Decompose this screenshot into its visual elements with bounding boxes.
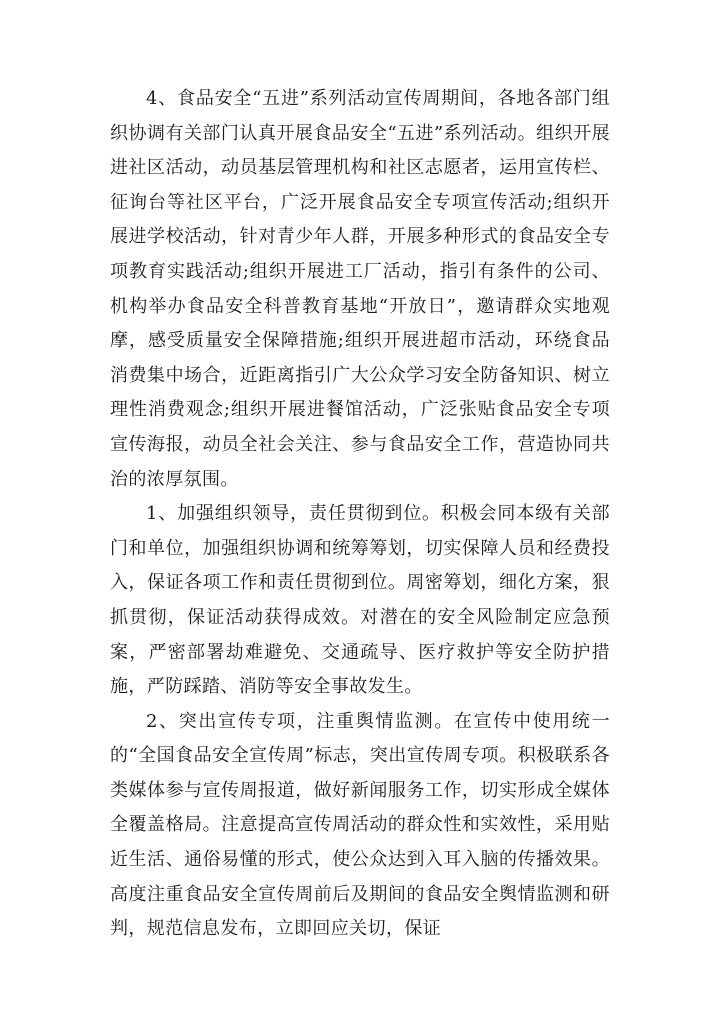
paragraph-five-entries: 4、食品安全“五进”系列活动宣传周期间，各地各部门组织协调有关部门认真开展食品安全“五进”系列活动。组织开展进社区活动，动员基层管理机构和社区志愿者，运用宣传栏、征询台等社区平台，广泛开展食品安全专项宣传活动;组织开展进学校活动，针对青少年人群，开展多种形式的食品安全专项教育实践活动;组织开展进工厂活动，指引有条件的公司、机构举办食品安全科普教育基地“开放日”，邀请群众实地观摩，感受质量安全保障措施;组织开展进超市活动，环绕食品消费集中场合，近距离指引广大公众学习安全防备知识、树立理性消费观念;组织开展进餐馆活动，广泛张贴食品安全专项宣传海报，动员全社会关注、参与食品安全工作，营造协同共治的浓厚氛围。 <box>110 88 610 490</box>
document-page <box>110 82 610 947</box>
paragraph-publicity-monitoring: 2、突出宣传专项，注重舆情监测。在宣传中使用统一的“全国食品安全宣传周”标志，突出宣传周专项。积极联系各类媒体参与宣传周报道，做好新闻服务工作，切实形成全媒体全覆盖格局。注意提高宣传周活动的群众性和实效性，采用贴近生活、通俗易懂的形式，使公众达到入耳入脑的传播效果。高度注重食品安全宣传周前后及期间的食品安全舆情监测和研判，规范信息发布，立即回应关切，保证 <box>110 710 610 940</box>
paragraph-organization-leadership: 1、加强组织领导，责任贯彻到位。积极会同本级有关部门和单位，加强组织协调和统筹筹划，切实保障人员和经费投入，保证各项工作和责任贯彻到位。周密筹划，细化方案，狠抓贯彻，保证活动获得成效。对潜在的安全风险制定应急预案，严密部署劫难避免、交通疏导、医疗救护等安全防护措施，严防踩踏、消防等安全事故发生。 <box>110 503 610 698</box>
